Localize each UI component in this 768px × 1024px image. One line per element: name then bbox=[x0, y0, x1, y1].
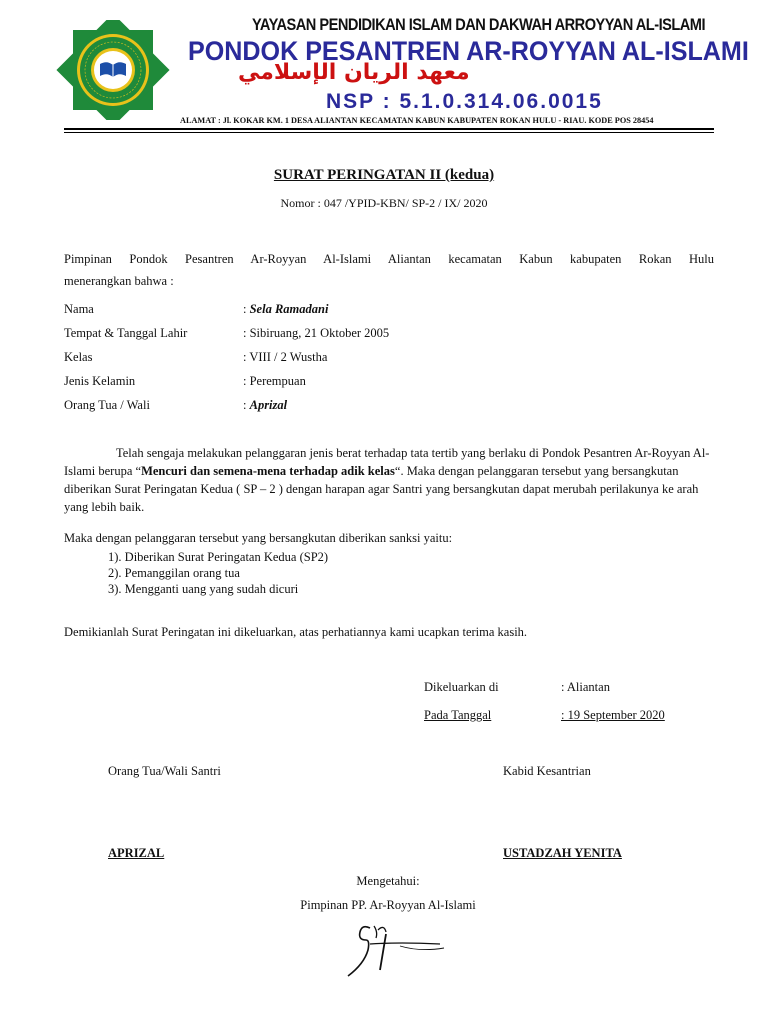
field-value-kelas: : VIII / 2 Wustha bbox=[243, 350, 328, 364]
guardian-role: Orang Tua/Wali Santri bbox=[108, 764, 221, 778]
field-value-wali: : Aprizal bbox=[243, 398, 288, 412]
date-value: : 19 September 2020 bbox=[561, 708, 665, 722]
field-label-ttl: Tempat & Tanggal Lahir bbox=[64, 326, 188, 340]
guardian-name: APRIZAL bbox=[108, 846, 165, 860]
issued-at-label: Dikeluarkan di bbox=[424, 680, 499, 694]
field-label-wali: Orang Tua / Wali bbox=[64, 398, 150, 412]
field-value-ttl: : Sibiruang, 21 Oktober 2005 bbox=[243, 326, 390, 340]
acknowledged-label: Mengetahui: bbox=[356, 874, 420, 888]
school-name: PONDOK PESANTREN AR-ROYYAN AL-ISLAMI bbox=[188, 36, 749, 66]
school-nsp: NSP : 5.1.0.314.06.0015 bbox=[326, 90, 603, 113]
field-label-jenis-kelamin: Jenis Kelamin bbox=[64, 374, 136, 388]
intro-line-1: Pimpinan Pondok Pesantren Ar-Royyan Al-Islami Aliantan kecamatan Kabun kabupaten Rokan Hulu bbox=[64, 252, 714, 266]
leader-role: Pimpinan PP. Ar-Royyan Al-Islami bbox=[300, 898, 476, 912]
sanctions-intro: Maka dengan pelanggaran tersebut yang bersangkutan diberikan sanksi yaitu: bbox=[64, 531, 453, 545]
issued-at-value: : Aliantan bbox=[561, 680, 610, 694]
field-value-nama: : Sela Ramadani bbox=[243, 302, 329, 316]
field-value-jenis-kelamin: : Perempuan bbox=[243, 374, 306, 388]
sanction-item: 1). Diberikan Surat Peringatan Kedua (SP2) bbox=[108, 550, 329, 564]
sanction-item: 2). Pemanggilan orang tua bbox=[108, 566, 240, 580]
handwritten-signature-icon bbox=[340, 916, 450, 980]
violation-paragraph: Telah sengaja melakukan pelanggaran jenis berat terhadap tata tertib yang berlaku di Pondok Pesantren Ar-Royyan Al-Islami berupa “Mencuri dan semena-mena terhadap adik kelas“. Maka dengan pelanggaran tersebut yang bersangkutan diberikan Surat Peringatan Kedua ( SP – 2 ) dengan harapan agar Santri yang bersangkutan dapat merubah perilakunya ke arah yang lebih baik. bbox=[64, 446, 710, 514]
kesantrian-role: Kabid Kesantrian bbox=[503, 764, 591, 778]
intro-line-2: menerangkan bahwa : bbox=[64, 274, 174, 288]
letter-number: Nomor : 047 /YPID-KBN/ SP-2 / IX/ 2020 bbox=[280, 196, 488, 210]
field-label-nama: Nama bbox=[64, 302, 94, 316]
school-name-arabic: معهد الريان الإسلامي bbox=[238, 60, 470, 85]
header-rule-thin bbox=[64, 132, 714, 133]
field-label-kelas: Kelas bbox=[64, 350, 93, 364]
letter-title: SURAT PERINGATAN II (kedua) bbox=[273, 167, 495, 183]
sanction-item: 3). Mengganti uang yang sudah dicuri bbox=[108, 582, 299, 596]
header-rule bbox=[64, 128, 714, 130]
closing-statement: Demikianlah Surat Peringatan ini dikeluarkan, atas perhatiannya kami ucapkan terima kasih. bbox=[64, 625, 528, 639]
kesantrian-name: USTADZAH YENITA bbox=[503, 846, 622, 860]
school-logo-icon bbox=[52, 20, 174, 120]
foundation-name: YAYASAN PENDIDIKAN ISLAM DAN DAKWAH ARROYYAN AL-ISLAMI bbox=[252, 15, 706, 34]
school-address: ALAMAT : Jl. KOKAR KM. 1 DESA ALIANTAN KECAMATAN KABUN KABUPATEN ROKAN HULU - RIAU. KODE POS 28454 bbox=[180, 115, 654, 125]
date-label: Pada Tanggal bbox=[424, 708, 492, 722]
